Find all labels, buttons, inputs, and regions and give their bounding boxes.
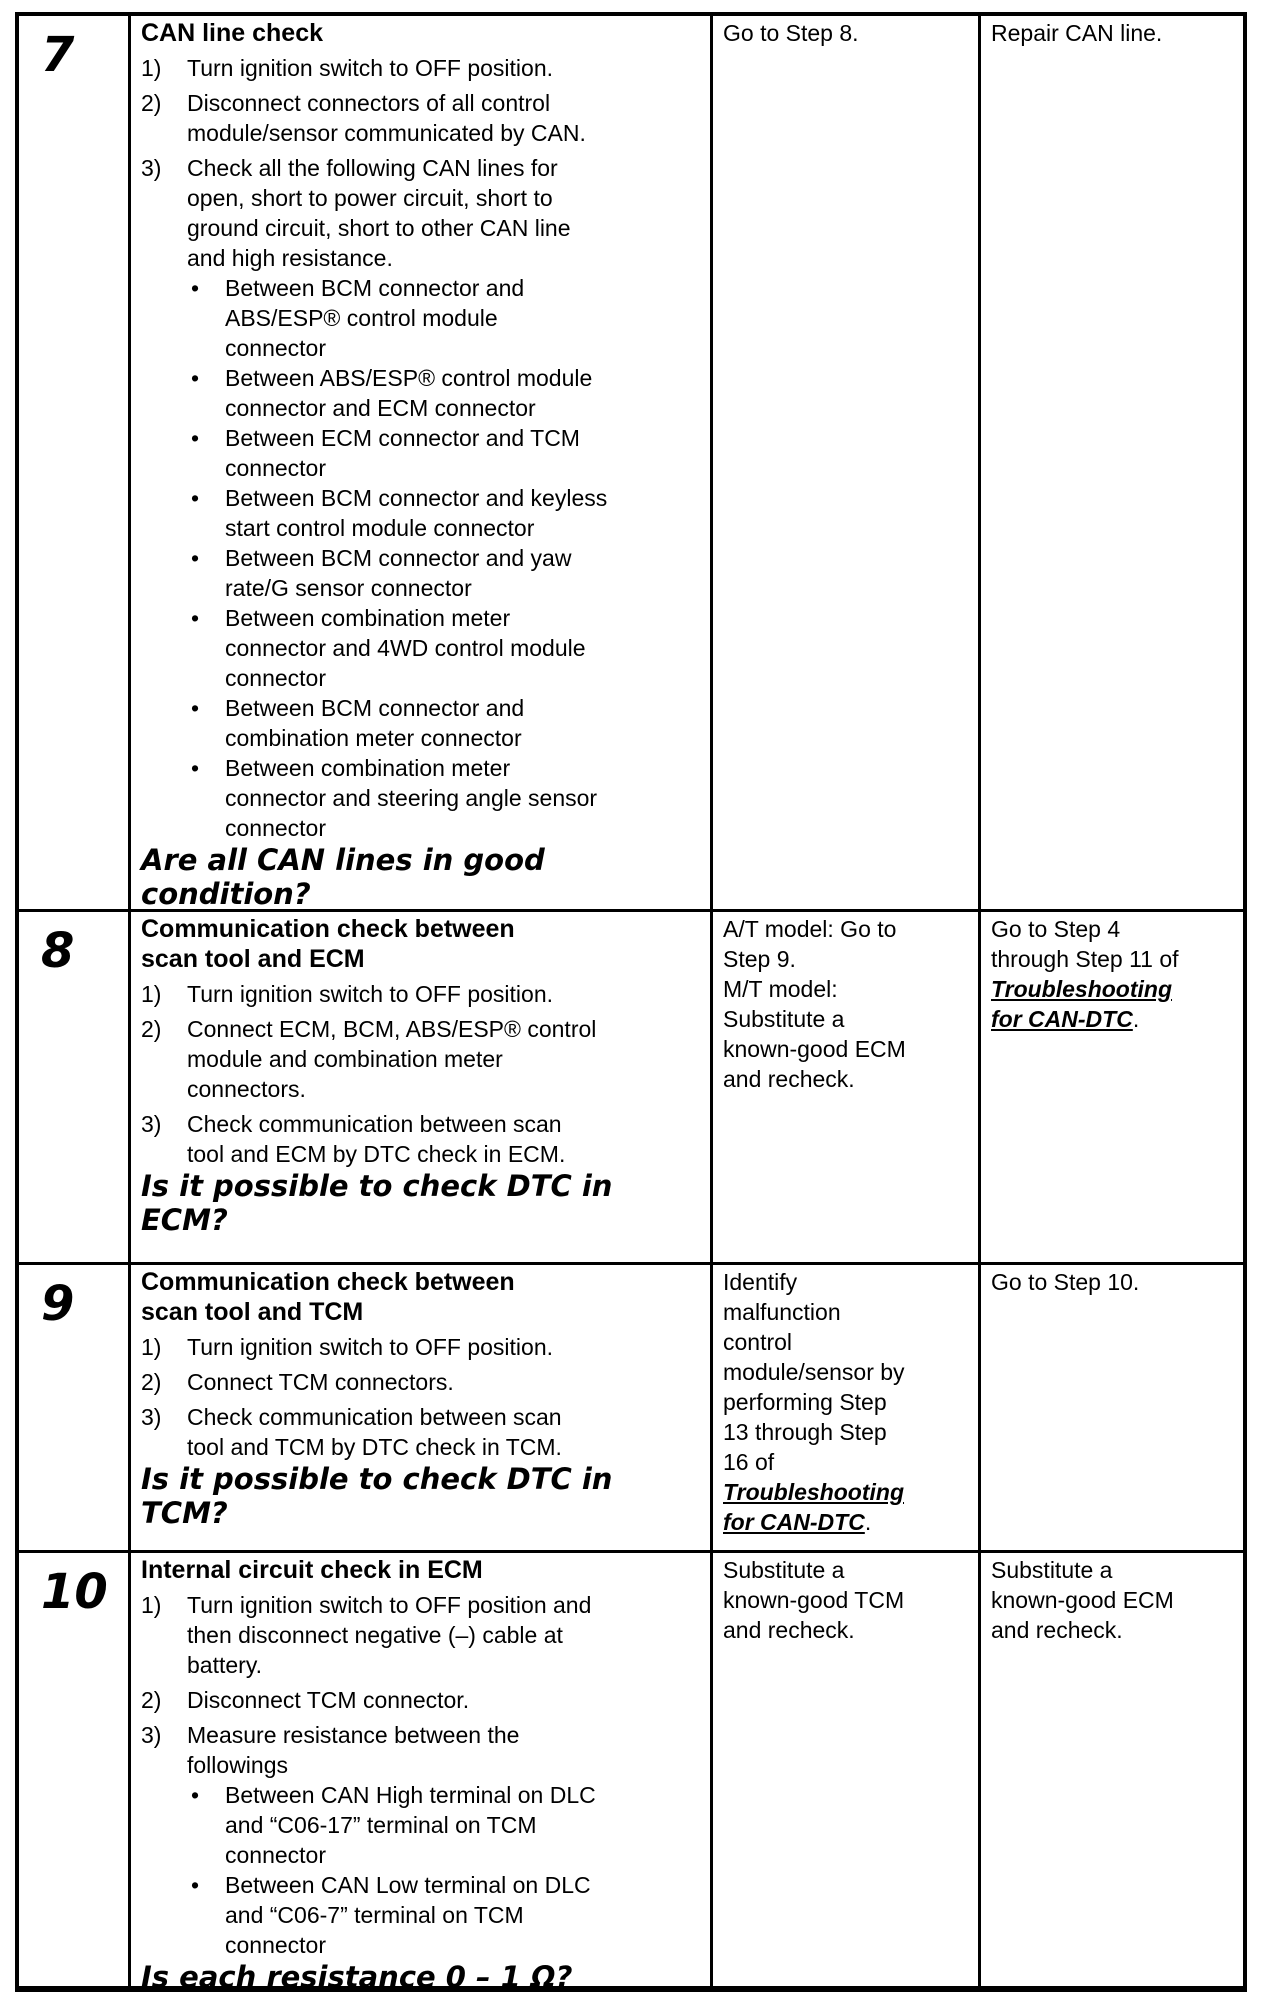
bullet-text: Between BCM connector and keyless start control module connector xyxy=(225,485,608,541)
procedure-item xyxy=(141,1332,702,1362)
item-text: Disconnect connectors of all control module/sensor communicated by CAN. xyxy=(187,90,586,146)
bullet-item xyxy=(187,603,702,693)
result-no xyxy=(981,912,1243,1262)
procedure-item xyxy=(141,1720,702,1780)
step-number: 8 xyxy=(19,912,131,1262)
step-action xyxy=(131,912,713,1262)
item-number: 1) xyxy=(141,1334,162,1360)
result-text: Substitute a known-good ECM and recheck. xyxy=(991,1557,1174,1643)
bullet-icon: • xyxy=(191,605,200,631)
result-no xyxy=(981,16,1243,909)
bullet-text: Between ABS/ESP® control module connector and ECM connector xyxy=(225,365,593,421)
step-number: 9 xyxy=(19,1265,131,1550)
bullet-text: Between BCM connector and yaw rate/G sensor connector xyxy=(225,545,572,601)
item-text: Turn ignition switch to OFF position. xyxy=(187,1334,554,1360)
result-yes xyxy=(713,16,981,909)
result-yes xyxy=(713,912,981,1262)
bullet-icon: • xyxy=(191,425,200,451)
bullet-item xyxy=(187,363,702,423)
step-question: Are all CAN lines in good condition? xyxy=(141,843,545,911)
procedure-item xyxy=(141,979,702,1009)
bullet-item xyxy=(187,1780,702,1870)
bullet-icon: • xyxy=(191,755,200,781)
step-action xyxy=(131,1553,713,1994)
step-row-9 xyxy=(19,1262,1243,1550)
result-text: Go to Step 8. xyxy=(723,20,859,46)
result-text: A/T model: Go to Step 9. M/T model: Substitute a known-good ECM and recheck. xyxy=(723,916,906,1092)
step-title: Communication check between scan tool and ECM xyxy=(141,915,515,973)
item-text: Turn ignition switch to OFF position and then disconnect negative (–) cable at battery. xyxy=(187,1592,592,1678)
troubleshooting-link[interactable]: Troubleshooting for CAN-DTC xyxy=(723,1479,905,1535)
item-text: Check communication between scan tool and ECM by DTC check in ECM. xyxy=(187,1111,566,1167)
result-text: Identify malfunction control module/sensor by performing Step 13 through Step 16 of xyxy=(723,1269,905,1475)
procedure-item xyxy=(141,153,702,273)
bullet-icon: • xyxy=(191,485,200,511)
procedure-item xyxy=(141,1367,702,1397)
item-number: 2) xyxy=(141,90,162,116)
result-text: . xyxy=(864,1509,872,1535)
step-question: Is each resistance 0 – 1 Ω? xyxy=(141,1960,573,1994)
troubleshooting-link[interactable]: Troubleshooting for CAN-DTC xyxy=(991,976,1173,1032)
result-yes xyxy=(713,1265,981,1550)
bullet-icon: • xyxy=(191,1872,200,1898)
step-number: 10 xyxy=(19,1553,131,1986)
item-text: Check all the following CAN lines for open, short to power circuit, short to ground circuit, short to other CAN line and high resistance. xyxy=(187,155,571,271)
item-text: Turn ignition switch to OFF position. xyxy=(187,981,554,1007)
step-title: Communication check between scan tool and TCM xyxy=(141,1268,515,1326)
bullet-icon: • xyxy=(191,545,200,571)
result-text: Repair CAN line. xyxy=(991,20,1163,46)
item-number: 2) xyxy=(141,1687,162,1713)
step-question: Is it possible to check DTC in TCM? xyxy=(141,1462,613,1530)
bullet-item xyxy=(187,423,702,483)
bullet-text: Between BCM connector and ABS/ESP® control module connector xyxy=(225,275,525,361)
item-number: 3) xyxy=(141,1404,162,1430)
step-action xyxy=(131,1265,713,1550)
procedure-item xyxy=(141,1014,702,1104)
procedure-item xyxy=(141,1402,702,1462)
troubleshooting-table xyxy=(15,12,1247,1992)
item-number: 2) xyxy=(141,1016,162,1042)
bullet-item xyxy=(187,1870,702,1960)
item-number: 2) xyxy=(141,1369,162,1395)
result-text: Go to Step 10. xyxy=(991,1269,1140,1295)
item-text: Measure resistance between the followings xyxy=(187,1722,520,1778)
bullet-text: Between CAN Low terminal on DLC and “C06-7” terminal on TCM connector xyxy=(225,1872,591,1958)
procedure-item xyxy=(141,53,702,83)
bullet-icon: • xyxy=(191,1782,200,1808)
step-question: Is it possible to check DTC in ECM? xyxy=(141,1169,613,1237)
bullet-text: Between combination meter connector and 4WD control module connector xyxy=(225,605,586,691)
procedure-item xyxy=(141,88,702,148)
procedure-item xyxy=(141,1590,702,1680)
step-row-10 xyxy=(19,1550,1243,1994)
bullet-icon: • xyxy=(191,275,200,301)
bullet-item xyxy=(187,753,702,843)
result-text: . xyxy=(1132,1006,1140,1032)
item-text: Disconnect TCM connector. xyxy=(187,1687,470,1713)
item-number: 1) xyxy=(141,1592,162,1618)
item-text: Check communication between scan tool and TCM by DTC check in TCM. xyxy=(187,1404,562,1460)
bullet-text: Between BCM connector and combination meter connector xyxy=(225,695,525,751)
procedure-item xyxy=(141,1109,702,1169)
step-action xyxy=(131,16,713,909)
item-number: 3) xyxy=(141,155,162,181)
bullet-item xyxy=(187,693,702,753)
item-number: 3) xyxy=(141,1111,162,1137)
step-title: Internal circuit check in ECM xyxy=(141,1556,483,1584)
step-number: 7 xyxy=(19,16,131,909)
step-title: CAN line check xyxy=(141,19,324,47)
step-row-7 xyxy=(19,16,1243,909)
bullet-text: Between combination meter connector and steering angle sensor connector xyxy=(225,755,598,841)
bullet-icon: • xyxy=(191,695,200,721)
item-number: 1) xyxy=(141,55,162,81)
bullet-item xyxy=(187,483,702,543)
bullet-text: Between CAN High terminal on DLC and “C06-17” terminal on TCM connector xyxy=(225,1782,596,1868)
item-text: Turn ignition switch to OFF position. xyxy=(187,55,554,81)
procedure-item xyxy=(141,1685,702,1715)
item-text: Connect TCM connectors. xyxy=(187,1369,454,1395)
item-number: 1) xyxy=(141,981,162,1007)
result-no xyxy=(981,1265,1243,1550)
bullet-icon: • xyxy=(191,365,200,391)
bullet-text: Between ECM connector and TCM connector xyxy=(225,425,580,481)
bullet-item xyxy=(187,273,702,363)
bullet-item xyxy=(187,543,702,603)
result-text: Go to Step 4 through Step 11 of xyxy=(991,916,1179,972)
step-row-8 xyxy=(19,909,1243,1262)
result-no xyxy=(981,1553,1243,1986)
result-yes xyxy=(713,1553,981,1986)
result-text: Substitute a known-good TCM and recheck. xyxy=(723,1557,905,1643)
item-number: 3) xyxy=(141,1722,162,1748)
item-text: Connect ECM, BCM, ABS/ESP® control module and combination meter connectors. xyxy=(187,1016,597,1102)
